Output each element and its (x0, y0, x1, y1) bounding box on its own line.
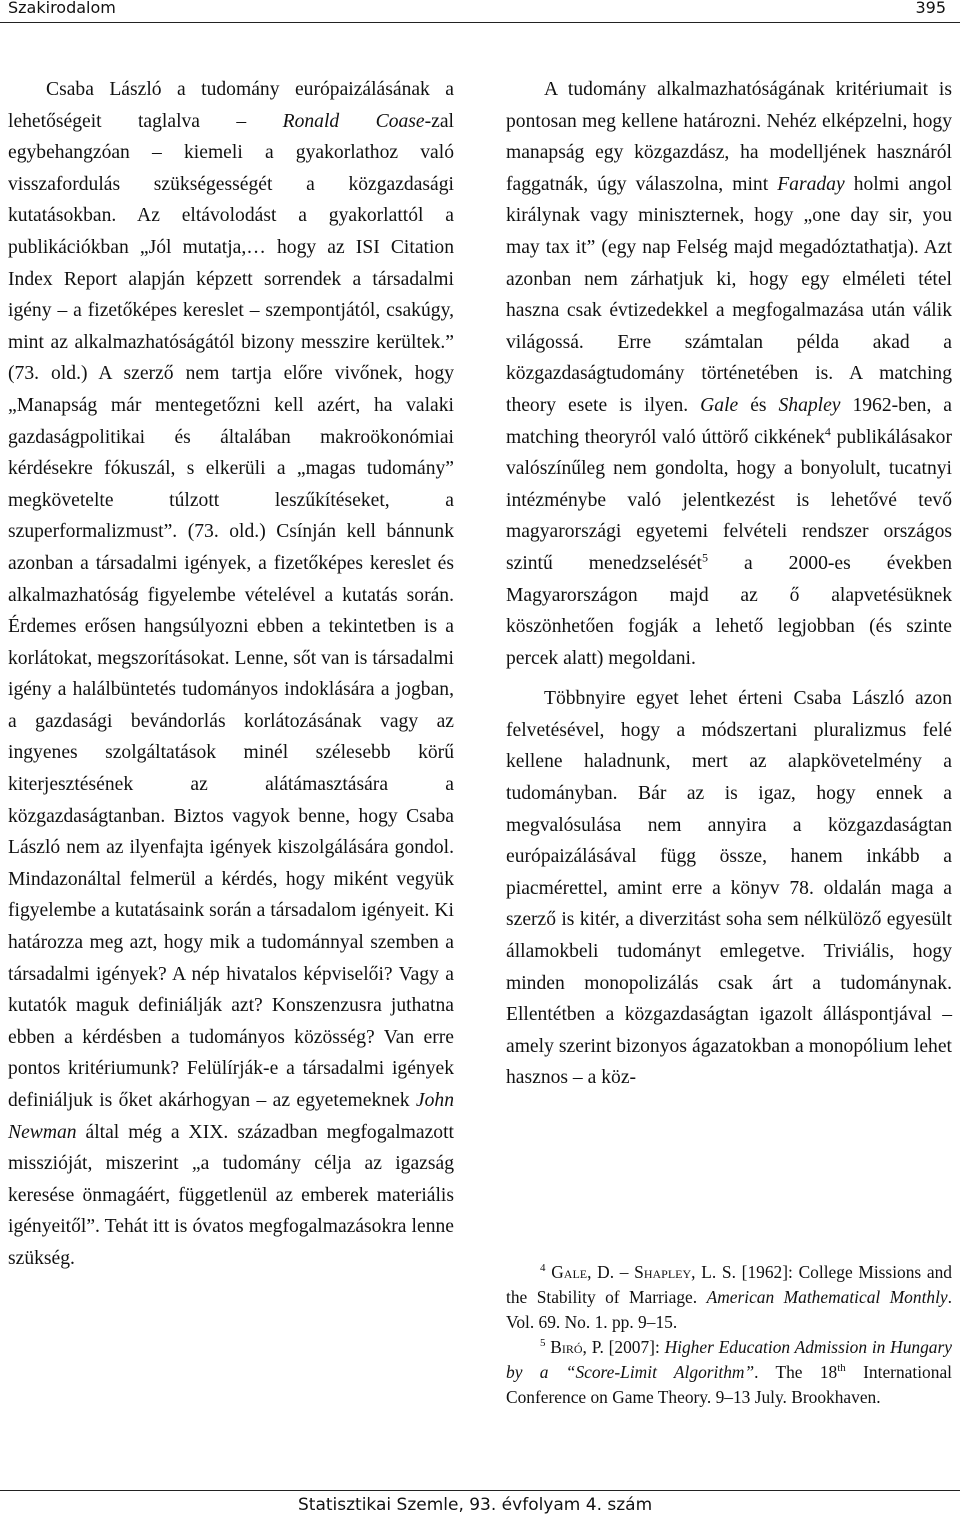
paragraph (8, 74, 454, 1275)
paper-title: Higher Education Admission in Hungary by a “Score-Limit Algorithm” (506, 1337, 952, 1382)
footnote-authors: Biró, P. (550, 1337, 604, 1357)
text-run: 1962-ben, a matching theoryról való úttörő cikkének (506, 394, 952, 448)
footnotes (506, 1260, 952, 1410)
italic-name: Ronald Coase (282, 110, 425, 132)
running-header (0, 0, 960, 23)
italic-name: Shapley (778, 394, 841, 416)
section-title: Szakirodalom (8, 0, 116, 17)
text-run: [1962]: College Missions and the Stability of Marriage. (506, 1262, 953, 1307)
footnote-mark: 4 (540, 1262, 546, 1275)
left-column (8, 74, 454, 1275)
footnote-authors: Gale, D. – Shapley, L. S. (551, 1262, 736, 1282)
text-run: Csaba László a tudomány európaizálásának a lehetőségeit taglalva – (8, 79, 454, 132)
text-run: -zal egybehangzóan – kiemeli a gyakorlathoz való visszafordulás szükségességét a közgazdasági kutatásokban. Az eltávolodást a gyakorlattól a publikációkban „Jól mutatja,… hogy az ISI Citation Index Report alapján képzett sorrendek a társadalmi igény – a fizetőképes kereslet – szempontjától, csakúgy, mint az alkalmazhatóságától bizony messzire kerültek.” (73. old.) A szerző nem tartja előre vivőnek, hogy „Manapság már mentegetőzni kell azért, ha valaki gazdaságpolitikai és általában makroökonómiai kérdésekre fókuszál, s elkerüli a „magas tudomány” megkövetelte túlzott leszűkítéseket, a szuperformalizmust”. (73. old.) Csínján kell bánnunk azonban a társadalmi igények, a fizetőképes kereslet és alkalmazhatóság figyelembe vételével a kutatás során. Érdemes erősen hangsúlyozni ebben a tekintetben is a korlátokat, megszorításokat. Lenne, sőt van is társadalmi igény a halálbüntetés tudományos indoklására a jogban, a gazdasági bevándorlás korlátozásának vagy az ingyenes szolgáltatások minél szélesebb körű kiterjesztésének az alátámasztására a közgazdaságtanban. Biztos vagyok benne, hogy Csaba László nem az ilyenfajta igények kiszolgálására gondol. Mindazonáltal felmerül a kérdés, hogy miként vegyük figyelembe a kutatásaink során a társadalom igényeit. Ki határozza meg azt, hogy mik a tudománnyal szemben a társadalmi igények? A nép hivatalos képviselői? Vagy a kutatók maguk definiálják azt? Konszenzusra juthatna ebben a kérdésben a tudományos közösség? Van erre pontos kritériumunk? Felülírják-e a társadalmi igények definiáljuk is őket akárhogyan – az egyetemeknek (8, 110, 454, 1111)
running-footer (0, 1490, 960, 1515)
italic-name: John Newman (8, 1090, 454, 1143)
text-run: . Vol. 69. No. 1. pp. 9–15. (506, 1287, 953, 1332)
text-run: A tudomány alkalmazhatóságának kritériumait is pontosan meg kellene határozni. Nehéz elképzelni, hogy manapság egy közgazdász, ha modelljének hasznáról faggatnák, úgy válaszolna, mint (506, 79, 952, 195)
text-run: . The 18 (754, 1362, 838, 1382)
text-run: a 2000-es években Magyarországon majd az ő alapvetésüknek köszönhetően fogják a lehető legjobban (és szinte percek alatt) megoldani. (506, 552, 952, 669)
text-run: holmi angol királynak vagy miniszternek, hogy „one day sir, you may tax it” (egy nap Felség majd megadóztathatja). Azt azonban nem zárhatjuk ki, hogy egy elméleti tétel haszna csak évtizedekkel a megfogalmazása után válik világossá. Erre számtalan példa akad a közgazdaságtudomány történetében is. A matching theory esete is ilyen. (506, 173, 952, 416)
text-run: [2007]: (603, 1337, 665, 1357)
footnote-ref-4[interactable]: 4 (824, 424, 831, 438)
journal-title: American Mathematical Monthly (706, 1287, 948, 1307)
text-run: és (738, 394, 779, 416)
ordinal-suffix: th (837, 1362, 846, 1375)
footnote-ref-5[interactable]: 5 (701, 550, 708, 565)
paragraph (506, 74, 952, 674)
text-run: által még a XIX. században megfogalmazott misszióját, miszerint „a tudomány célja az igazság keresése önmagáért, függetlenül az emberek materiális igényeitől”. Tehát itt is óvatos megfogalmazásokra lenne szükség. (8, 1121, 454, 1269)
italic-name: Faraday (777, 173, 845, 195)
right-column (506, 74, 952, 1094)
footnote-mark: 5 (540, 1337, 546, 1350)
text-run: International Conference on Game Theory. 9–13 July. Brookhaven. (506, 1362, 952, 1407)
italic-name: Gale (700, 394, 739, 416)
text-run: publikálásakor valószínűleg nem gondolta, hogy a bonyolult, tucatnyi intézménybe való jelentkezést is lehetővé tevő magyarországi egyetemi felvételi rendszer országos szintű menedzselését (506, 426, 952, 574)
footnote-4 (506, 1260, 952, 1335)
paragraph: Többnyire egyet lehet érteni Csaba László azon felvetésével, hogy a módszertani pluralizmus felé kellene haladnunk, mert az alapkövetelmény a tudományban. Bár az is igaz, hogy ennek a megvalósulása nem annyira a közgazdaságtan európaizálásával függ össze, hanem inkább a piacmérettel, amint erre a könyv 78. oldalán maga a szerző is kitér, a diverzitást soha sem nélkülöző egyesült államokbeli tudományt emlegetve. Triviális, hogy minden monopolizálás csak árt a tudománynak. Ellentétben a közgazdaságtan igazolt álláspontjával – amely szerint bizonyos ágazatokban a monopólium lehet hasznos – a köz- (506, 688, 952, 1089)
footnote-5 (506, 1335, 952, 1410)
journal-name: Statisztikai Szemle, 93. évfolyam 4. szám (298, 1495, 653, 1515)
page-number: 395 (915, 0, 946, 17)
